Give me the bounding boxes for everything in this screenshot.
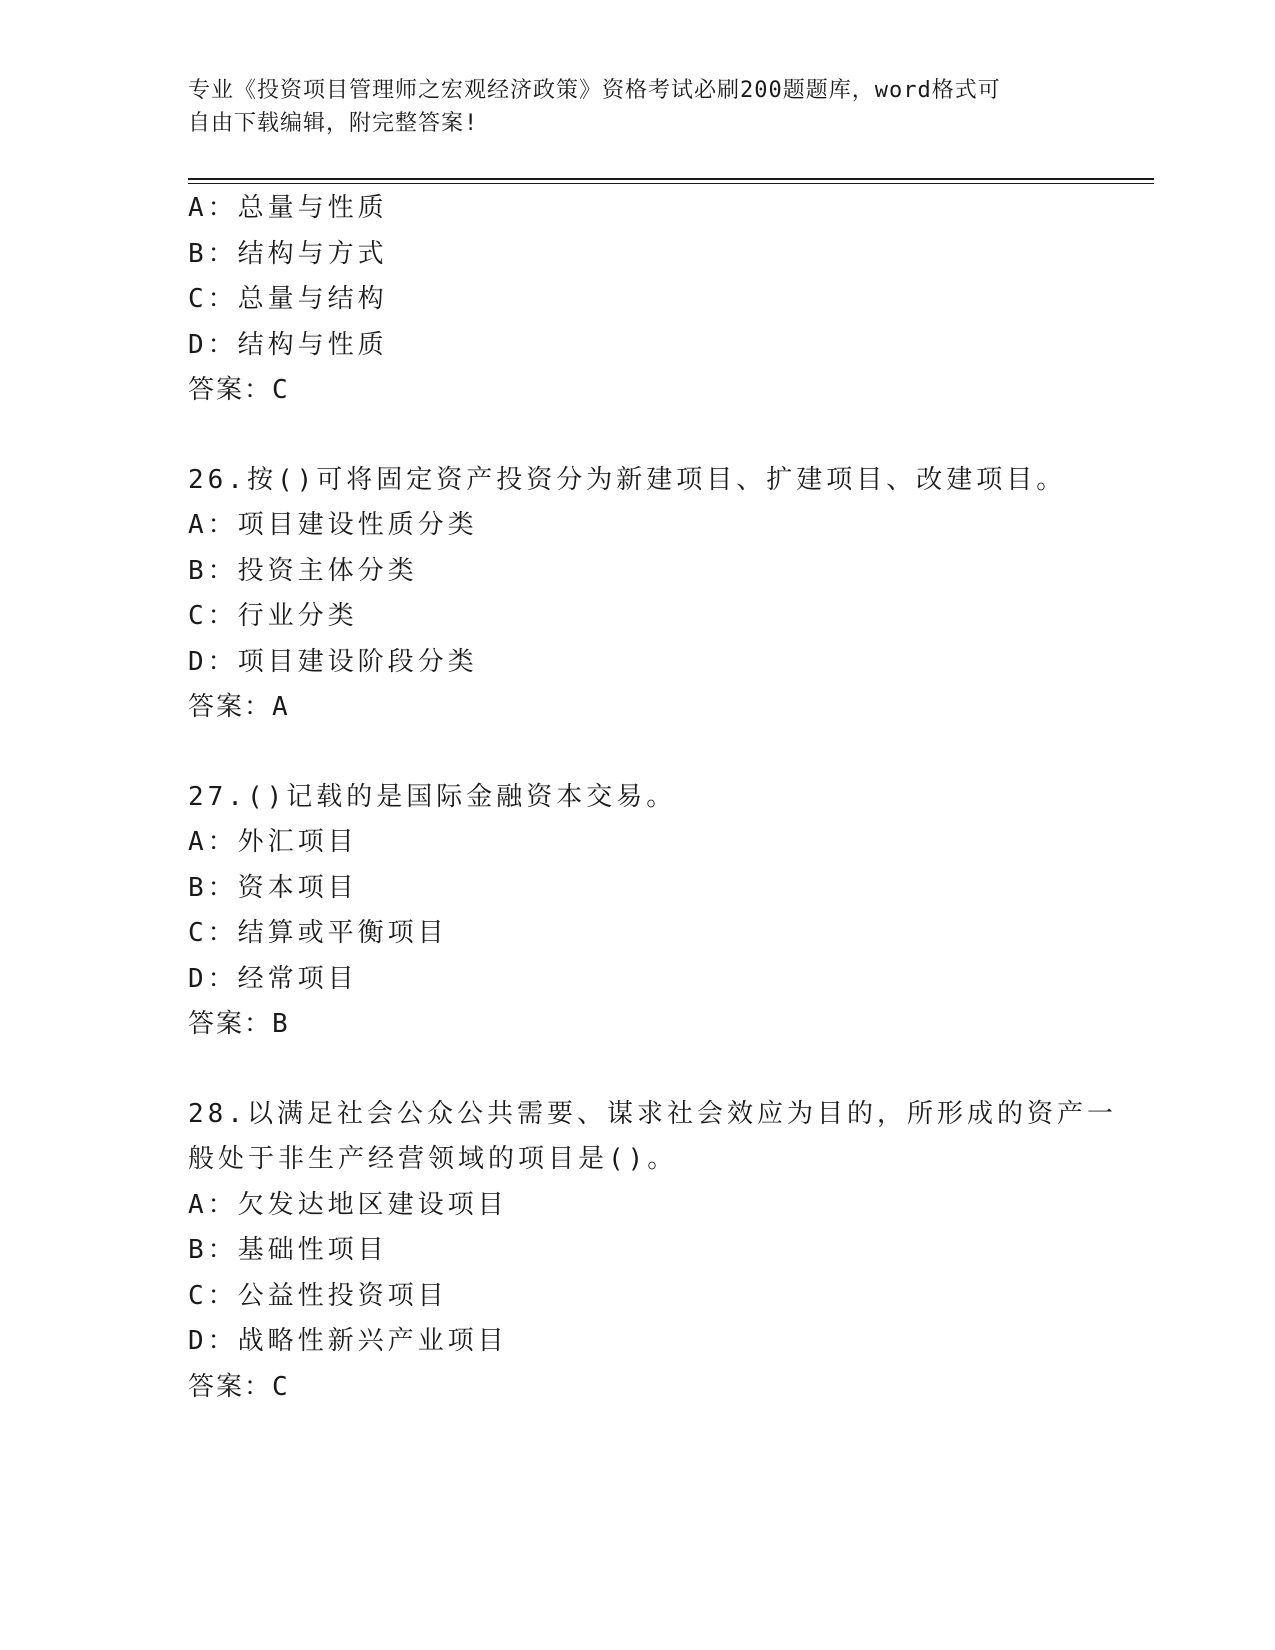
- option-c: C：结算或平衡项目: [188, 918, 448, 948]
- question-28: [188, 1092, 1117, 1411]
- option-c: C：总量与结构: [188, 284, 388, 314]
- option-a: A：总量与性质: [188, 193, 388, 223]
- question-stem: 26.按()可将固定资产投资分为新建项目、扩建项目、改建项目。: [188, 464, 1067, 495]
- option-b: B：投资主体分类: [188, 555, 418, 586]
- option-b: B：结构与方式: [188, 238, 388, 269]
- header-line-1: 专业《投资项目管理师之宏观经济政策》资格考试必刷200题题库，word格式可: [188, 78, 1001, 103]
- option-a: A：外汇项目: [188, 827, 358, 857]
- question-stem-line-1: 28.以满足社会公众公共需要、谋求社会效应为目的，所形成的资产一: [188, 1098, 1117, 1129]
- option-d: D：项目建设阶段分类: [188, 646, 478, 677]
- header-divider-thick: [188, 178, 1154, 180]
- question-stem: 27.()记载的是国际金融资本交易。: [188, 781, 677, 812]
- answer: 答案：C: [188, 1371, 290, 1402]
- answer: 答案：A: [188, 692, 290, 722]
- question-26: [188, 458, 1088, 731]
- question-stem-line-2: 般处于非生产经营领域的项目是()。: [188, 1144, 678, 1174]
- option-a: A：项目建设性质分类: [188, 510, 478, 540]
- option-c: C：行业分类: [188, 601, 358, 631]
- option-d: D：战略性新兴产业项目: [188, 1326, 508, 1356]
- option-d: D：结构与性质: [188, 329, 388, 360]
- option-d: D：经常项目: [188, 963, 358, 994]
- answer: 答案：C: [188, 375, 290, 405]
- question-27: [188, 775, 1088, 1048]
- option-a: A：欠发达地区建设项目: [188, 1189, 508, 1220]
- question-list: [188, 186, 1117, 1410]
- header-line-2: 自由下载编辑，附完整答案!: [188, 111, 479, 136]
- answer: 答案：B: [188, 1009, 290, 1039]
- question-25-partial: [188, 186, 1088, 414]
- option-b: B：基础性项目: [188, 1235, 388, 1265]
- document-header: [188, 74, 1068, 140]
- header-divider-thin: [188, 183, 1154, 184]
- option-c: C：公益性投资项目: [188, 1280, 448, 1311]
- option-b: B：资本项目: [188, 872, 358, 903]
